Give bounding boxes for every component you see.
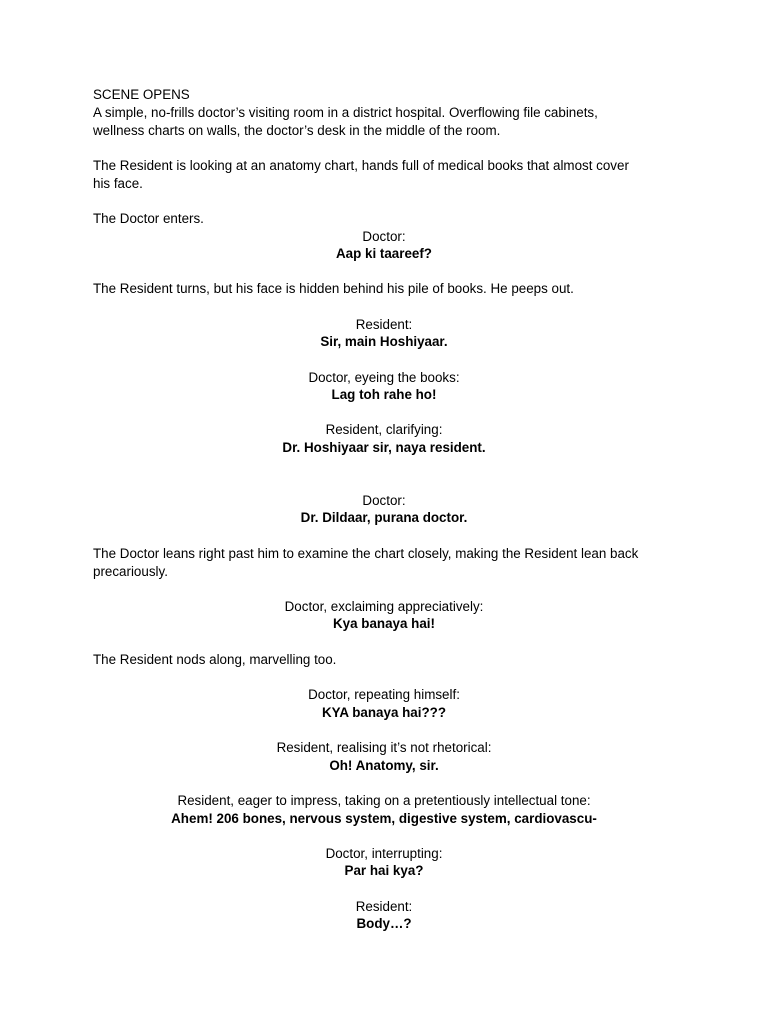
speaker-cue: Resident, realising it’s not rhetorical:	[276, 740, 492, 755]
speaker-cue: Doctor, interrupting:	[325, 846, 443, 861]
speaker-cue: Resident:	[355, 317, 413, 332]
action-line: his face.	[93, 176, 143, 191]
dialogue-line: Dr. Dildaar, purana doctor.	[300, 510, 468, 525]
action-line: The Resident is looking at an anatomy chart, hands full of medical books that almost cover	[93, 158, 629, 173]
speaker-cue: Doctor:	[362, 229, 406, 244]
action-line: precariously.	[93, 564, 168, 579]
action-line: The Resident turns, but his face is hidden behind his pile of books. He peeps out.	[93, 281, 574, 296]
speaker-cue: Doctor, repeating himself:	[308, 687, 460, 702]
dialogue-line: Aap ki taareef?	[335, 246, 432, 261]
speaker-cue: Doctor, exclaiming appreciatively:	[284, 599, 484, 614]
speaker-cue: Doctor, eyeing the books:	[308, 370, 460, 385]
dialogue-line: Par hai kya?	[344, 863, 424, 878]
speaker-cue: Resident:	[355, 899, 413, 914]
speaker-cue: Resident, eager to impress, taking on a pretentiously intellectual tone:	[177, 793, 591, 808]
dialogue-line: KYA banaya hai???	[321, 705, 447, 720]
dialogue-line: Dr. Hoshiyaar sir, naya resident.	[282, 440, 486, 455]
dialogue-line: Ahem! 206 bones, nervous system, digestive system, cardiovascu-	[171, 811, 597, 826]
action-line: The Doctor leans right past him to examine the chart closely, making the Resident lean back	[93, 546, 639, 561]
speaker-cue: Resident, clarifying:	[325, 422, 443, 437]
dialogue-line: Sir, main Hoshiyaar.	[320, 334, 448, 349]
scene-heading: SCENE OPENS	[93, 87, 190, 102]
dialogue-line: Oh! Anatomy, sir.	[329, 758, 439, 773]
dialogue-line: Body…?	[356, 916, 412, 931]
setting-description: wellness charts on walls, the doctor’s desk in the middle of the room.	[93, 123, 501, 138]
dialogue-line: Lag toh rahe ho!	[331, 387, 437, 402]
setting-description: A simple, no-frills doctor’s visiting room in a district hospital. Overflowing file cabinets,	[93, 105, 598, 120]
dialogue-line: Kya banaya hai!	[333, 616, 435, 631]
speaker-cue: Doctor:	[362, 493, 406, 508]
action-line: The Doctor enters.	[93, 211, 204, 226]
action-line: The Resident nods along, marvelling too.	[93, 652, 337, 667]
